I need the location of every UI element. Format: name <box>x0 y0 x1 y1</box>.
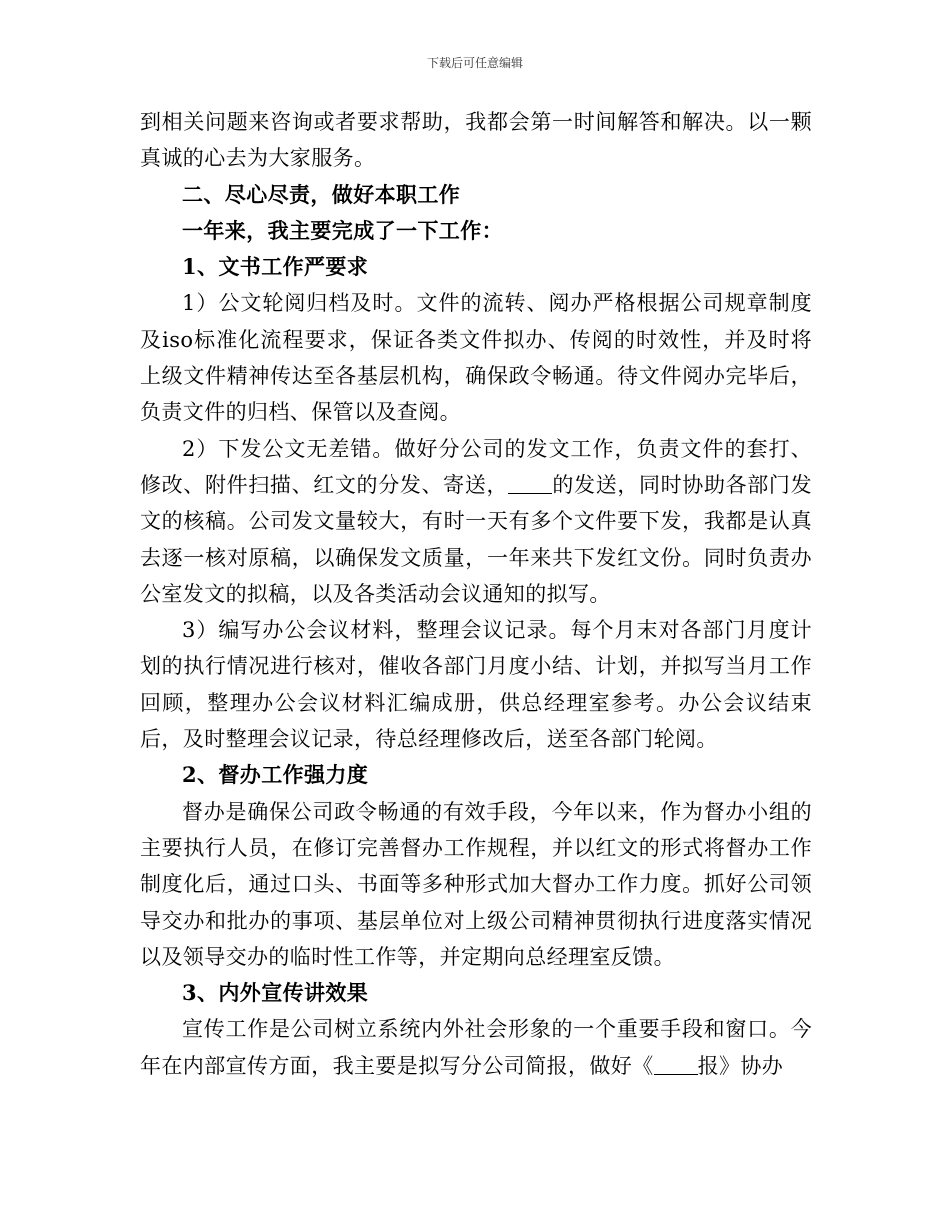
paragraph-archiving: 1）公文轮阅归档及时。文件的流转、阅办严格根据公司规章制度及iso标准化流程要求，保证各类文件拟办、传阅的时效性，并及时将上级文件精神传达至各基层机构，确保政令畅通。待文件阅办完毕后，负责文件的归档、保管以及查阅。 <box>140 291 812 425</box>
blank-underline <box>654 1054 698 1075</box>
subheading-document-work: 1、文书工作严要求 <box>182 254 369 280</box>
page-header: 下载后可任意编辑 <box>426 56 523 70</box>
blank-underline <box>508 473 552 494</box>
paragraph-publicity <box>140 1011 812 1084</box>
paragraph-dispatch <box>140 431 812 612</box>
document-body <box>140 104 812 1084</box>
paragraph-publicity-part2: 报》协办 <box>697 1053 784 1078</box>
paragraph-meeting-materials: 3）编写办公会议材料，整理会议记录。每个月末对各部门月度计划的执行情况进行核对，催收各部门月度小结、计划，并拟写当月工作回顾，整理办公会议材料汇编成册，供总经理室参考。办公会议结束后，及时整理会议记录，待总经理修改后，送至各部门轮阅。 <box>140 618 812 752</box>
paragraph-supervision: 督办是确保公司政令畅通的有效手段，今年以来，作为督办小组的主要执行人员，在修订完善督办工作规程，并以红文的形式将督办工作制度化后，通过口头、书面等多种形式加大督办工作力度。抓好公司领导交办和批办的事项、基层单位对上级公司精神贯彻执行进度落实情况以及领导交办的临时性工作等，并定期向总经理室反馈。 <box>140 799 812 969</box>
paragraph-publicity-part1: 宣传工作是公司树立系统内外社会形象的一个重要手段和窗口。今年在内部宣传方面，我主要是拟写分公司简报，做好《 <box>140 1017 812 1078</box>
summary-heading: 一年来，我主要完成了一下工作： <box>182 217 503 243</box>
paragraph-continued: 到相关问题来咨询或者要求帮助，我都会第一时间解答和解决。以一颗真诚的心去为大家服务。 <box>140 110 812 171</box>
paragraph-dispatch-part1: 2）下发公文无差错。做好分公司的发文工作，负责文件的套打、修改、附件扫描、红文的分发、寄送， <box>140 436 812 497</box>
subheading-publicity: 3、内外宣传讲效果 <box>182 980 369 1006</box>
paragraph-dispatch-part2: 的发送，同时协助各部门发文的核稿。公司发文量较大，有时一天有多个文件要下发，我都是认真去逐一核对原稿，以确保发文质量，一年来共下发红文份。同时负责办公室发文的拟稿，以及各类活动会议通知的拟写。 <box>140 472 812 606</box>
section-heading-2: 二、尽心尽责，做好本职工作 <box>182 181 461 207</box>
subheading-supervision: 2、督办工作强力度 <box>182 762 369 788</box>
